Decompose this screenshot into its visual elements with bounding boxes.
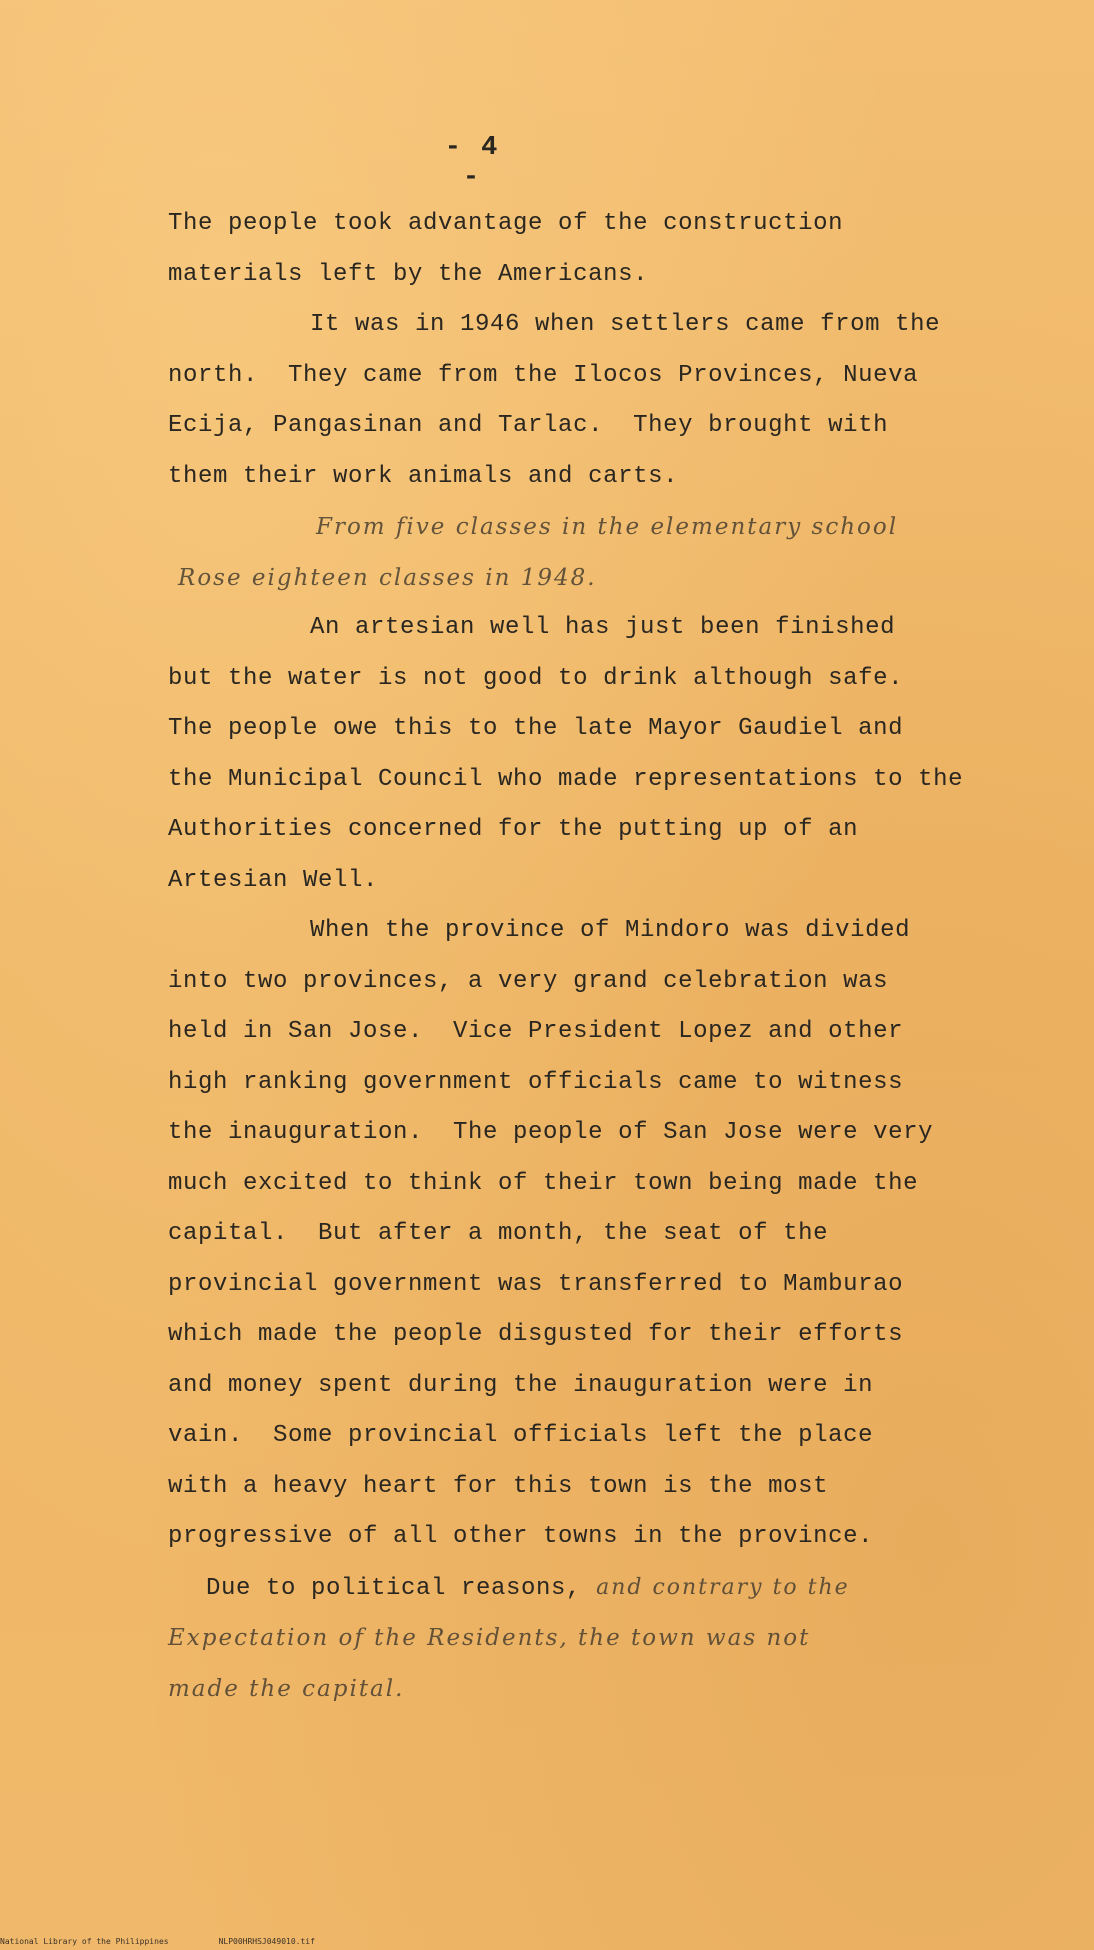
handwritten-annotation: and contrary to the bbox=[596, 1574, 850, 1600]
text-line: provincial government was transferred to Mamburao bbox=[168, 1270, 904, 1298]
text-line: high ranking government officials came to witness bbox=[168, 1068, 904, 1096]
text-line: The people owe this to the late Mayor Gaudiel and bbox=[168, 715, 904, 742]
text-line: the inauguration. The people of San Jose were very bbox=[168, 1119, 934, 1146]
text-fragment: Due to political reasons, bbox=[206, 1574, 582, 1602]
text-line: much excited to think of their town being made the bbox=[168, 1169, 919, 1197]
handwritten-annotation: From five classes in the elementary school bbox=[316, 514, 899, 540]
text-line: When the province of Mindoro was divided bbox=[310, 917, 911, 944]
text-line: Artesian Well. bbox=[168, 866, 379, 894]
scan-footer bbox=[0, 1937, 315, 1946]
text-line: but the water is not good to drink although safe. bbox=[168, 664, 904, 692]
page-number: - 4 - bbox=[444, 133, 500, 193]
text-line: capital. But after a month, the seat of the bbox=[168, 1220, 829, 1247]
footer-filename: NLP00HRHSJ049010.tif bbox=[218, 1937, 315, 1946]
body-text bbox=[168, 199, 1028, 1714]
text-line: It was in 1946 when settlers came from the bbox=[310, 311, 941, 338]
text-line: them their work animals and carts. bbox=[168, 462, 679, 490]
text-line: held in San Jose. Vice President Lopez and other bbox=[168, 1018, 904, 1045]
text-line-mixed bbox=[168, 1563, 1028, 1614]
handwritten-annotation: Expectation of the Residents, the town was not bbox=[168, 1625, 811, 1651]
text-line: the Municipal Council who made representations to the bbox=[168, 765, 964, 793]
text-line: progressive of all other towns in the province. bbox=[168, 1523, 874, 1550]
text-line: Authorities concerned for the putting up of an bbox=[168, 816, 859, 843]
text-line: The people took advantage of the construction bbox=[168, 210, 844, 237]
text-line: which made the people disgusted for their efforts bbox=[168, 1321, 904, 1348]
text-line: and money spent during the inauguration were in bbox=[168, 1371, 874, 1399]
handwritten-annotation: made the capital. bbox=[168, 1675, 405, 1702]
text-line: vain. Some provincial officials left the place bbox=[168, 1422, 874, 1449]
text-line: materials left by the Americans. bbox=[168, 260, 649, 288]
text-line: into two provinces, a very grand celebration was bbox=[168, 967, 889, 995]
text-line: north. They came from the Ilocos Provinces, Nueva bbox=[168, 361, 919, 389]
handwritten-annotation: Rose eighteen classes in 1948. bbox=[178, 564, 597, 591]
text-line: An artesian well has just been finished bbox=[310, 614, 896, 641]
footer-library: National Library of the Philippines bbox=[0, 1937, 169, 1946]
text-line: Ecija, Pangasinan and Tarlac. They brought with bbox=[168, 412, 889, 439]
text-line: with a heavy heart for this town is the most bbox=[168, 1472, 829, 1500]
